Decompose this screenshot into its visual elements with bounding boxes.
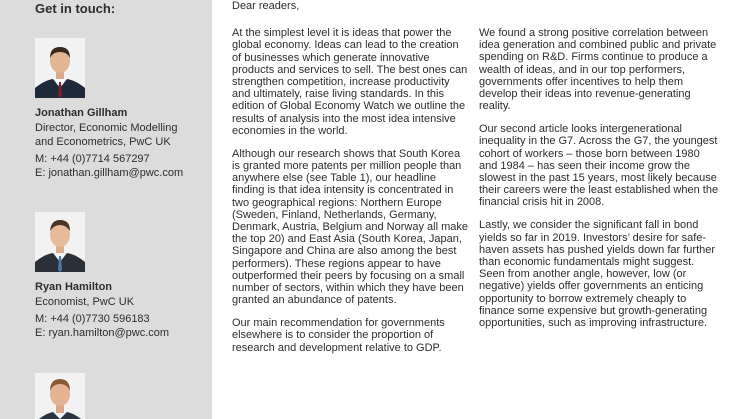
paragraph: Our second article looks intergenerational inequality in the G7. Across the G7, the youngest cohort of workers – those born between 1980 and 1984 – has seen their income grow the slowest in the past 15 years, most likely because their careers were the least established when the financial crisis hit in 2008.: [479, 123, 719, 209]
contact-phone: M: +44 (0)7714 567297: [35, 153, 150, 165]
letter-column-2: [479, 27, 721, 340]
contact-photo-jonathan-gillham: [35, 38, 85, 98]
paragraph: Lastly, we consider the significant fall in bond yields so far in 2019. Investors’ desire for safe-haven assets has pushed yields down far further than economic fundamentals might suggest. Seen from another angle, however, low (or negative) yields offer governments an enticing opportunity to borrow extremely cheaply to finance some expensive but growth-generating opportunities, such as improving infrastructure.: [479, 219, 716, 330]
portrait-image: [35, 38, 85, 98]
portrait-image: [35, 373, 85, 419]
contact-email[interactable]: E: ryan.hamilton@pwc.com: [35, 327, 170, 339]
paragraph: Our main recommendation for governments elsewhere is to consider the proportion of research and development relative to GDP.: [232, 317, 445, 354]
sidebar-title: Get in touch:: [35, 1, 116, 16]
contact-name: Jonathan Gillham: [35, 107, 128, 119]
paragraph: At the simplest level it is ideas that power the global economy. Ideas can lead to the creation of businesses which generate innovative products and services to sell. The best ones can strengthen competition, increase productivity and ultimately, raise living standards. In this edition of Global Economy Watch we outline the results of analysis into the most idea intensive economies in the world.: [232, 27, 468, 137]
portrait-image: [35, 212, 85, 272]
contact-role: Economist, PwC UK: [35, 296, 135, 308]
contact-name: Ryan Hamilton: [35, 281, 113, 293]
contact-role: Director, Economic Modelling: [35, 122, 178, 134]
contact-email[interactable]: E: jonathan.gillham@pwc.com: [35, 167, 184, 179]
paragraph: Although our research shows that South Korea is granted more patents per million people than anywhere else (see Table 1), our headline finding is that idea intensity is concentrated in two geographical regions: Northern Europe (Sweden, Finland, Netherlands, Germany, Denmark, Austria, Belgium and Norway all make the top 20) and East Asia (South Korea, Japan, Singapore and China are also among the best performers). These regions appear to have outperformed their peers by focusing on a small number of sectors, within which they have been granted an abundance of patents.: [232, 147, 468, 307]
paragraph: We found a strong positive correlation between idea generation and combined public and private spending on R&D. Firms continue to produce a wealth of ideas, and in our top performers, governments offer incentives to help them develop their ideas into revenue-generating reality.: [479, 27, 717, 113]
contact-role: and Econometrics, PwC UK: [35, 136, 171, 148]
letter-greeting: Dear readers,: [232, 0, 300, 12]
letter-column-1: [232, 0, 470, 365]
contact-phone: M: +44 (0)7730 596183: [35, 313, 150, 325]
contact-sidebar: [0, 0, 212, 419]
contact-photo-ryan-hamilton: [35, 212, 85, 272]
contact-photo-third: [35, 373, 85, 419]
